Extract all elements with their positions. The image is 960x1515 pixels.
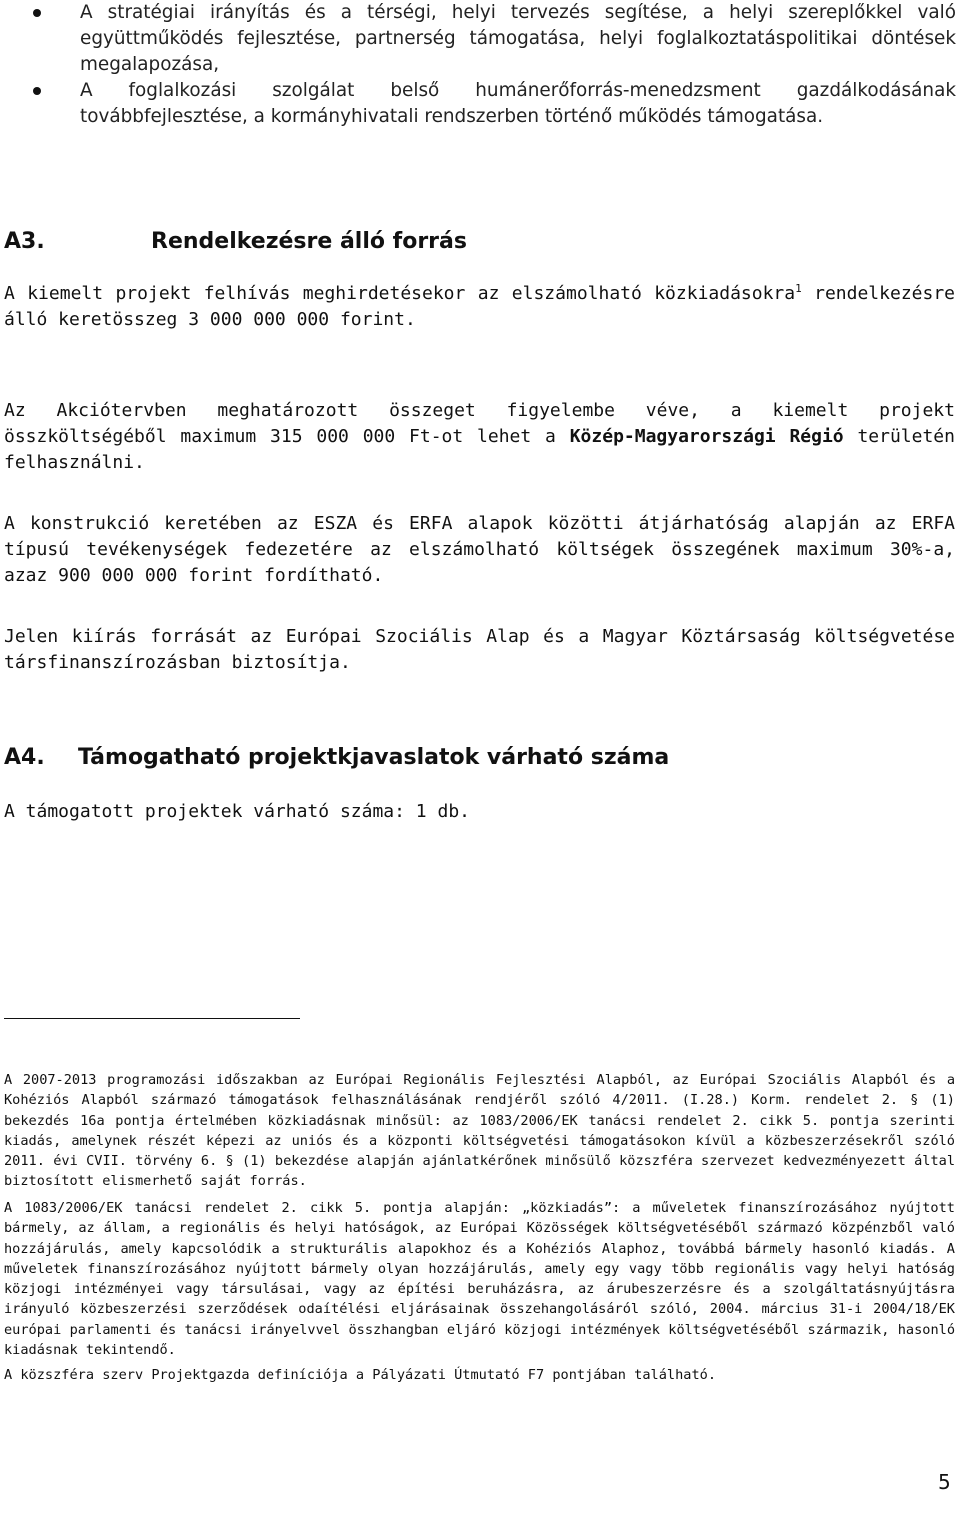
section-number: A4. [4, 745, 45, 770]
paragraph: A konstrukció keretében az ESZA és ERFA alapok közötti átjárhatóság alapján az ERFA típusú tevékenységek fedezetére az elszámolható költségek összegének maximum 30%-a, azaz 900 000 000 forint fordítható. [4, 513, 955, 586]
section-a4-heading [4, 744, 670, 772]
section-number: A3. [4, 229, 45, 254]
bullet-icon [33, 87, 41, 95]
bullet-text: A foglalkozási szolgálat belső humánerőforrás-menedzsment gazdálkodásának továbbfejlesztése, a kormányhivatali rendszerben történő működés támogatása. [80, 80, 956, 127]
section-title: Támogatható projektkjavaslatok várható száma [78, 745, 670, 770]
footnote-text: A közszféra szerv Projektgazda definíciója a Pályázati Útmutató F7 pontjában található. [4, 1367, 717, 1383]
paragraph: Jelen kiírás forrását az Európai Szociális Alap és a Magyar Köztársaság költségvetése társfinanszírozásban biztosítja. [4, 626, 955, 673]
paragraph-text: A kiemelt projekt felhívás meghirdetésekor az elszámolható közkiadásokra [4, 283, 796, 304]
paragraph: A támogatott projektek várható száma: 1 db. [4, 801, 470, 822]
bullet-text: A stratégiai irányítás és a térségi, helyi tervezés segítése, a helyi szereplőkkel való együttműködés fejlesztése, partnerség támogatása, helyi foglalkoztatáspolitikai döntések megalapozása, [80, 2, 956, 75]
footnote-text: A 2007-2013 programozási időszakban az Európai Regionális Fejlesztési Alapból, az Európai Szociális Alapból és a Kohéziós Alapból származó támogatások felhasználásának rendjéről szóló 4/2011. (I.28.) Korm. rendelet 2. § (1) bekezdés 16a pontja értelmében közkiadásnak minősül: az 1083/2006/EK tanácsi rendelet 2. cikk 5. pontja szerinti kiadás, amelynek részét képezi az uniós és a központi költségvetési támogatásokon kívül a közbeszerzésekről szóló 2011. évi CVII. törvény 6. § (1) bekezdése alapján ajánlatkérőnek minősülő közszféra szervezet kedvezményezett által biztosított elismerhető saját forrás. [4, 1072, 955, 1190]
paragraph-text: területén felhasználni. [4, 426, 955, 473]
region-name: Közép-Magyarországi Régió [569, 426, 844, 447]
paragraph [4, 398, 955, 476]
footnote-text: A 1083/2006/EK tanácsi rendelet 2. cikk 5. pontja alapján: „közkiadás”: a műveletek finanszírozásához nyújtott bármely, az állam, a regionális és helyi hatóságok, az Európai Közösségek költségvetéséből származó közpénzből való hozzájárulás, amely kapcsolódik a strukturális alapokhoz és a Kohéziós Alaphoz, továbbá bármely hasonló kiadás. A műveletek finanszírozásához nyújtott bármely olyan hozzájárulás, amely egy vagy több regionális vagy helyi hatóság közjogi intézményei vagy társulásai, vagy az építési beruházásra, az árubeszerzésre és a szolgáltatásnyújtásra irányuló közbeszerzési szerződések odaítélési eljárásainak összehangolásáról szóló, 2004. március 31-i 2004/18/EK európai parlamenti és tanácsi irányelvvel összhangban eljáró közjogi intézmények költségvetéséből származik, hasonló kiadásnak tekintendő. [4, 1200, 955, 1359]
page-number: 5 [938, 1470, 951, 1494]
paragraph-text: rendelkezésre álló keretösszeg 3 000 000 000 forint. [4, 283, 955, 330]
section-title: Rendelkezésre álló forrás [151, 229, 467, 254]
paragraph [4, 281, 955, 333]
paragraph-text: Az Akciótervben meghatározott összeget figyelembe véve, a kiemelt projekt összköltségéből maximum 315 000 000 Ft-ot lehet a [4, 400, 955, 447]
footnote-marker: 1 [795, 282, 802, 295]
section-a3-heading [4, 228, 467, 256]
bullet-item [0, 0, 960, 78]
bullet-item [0, 78, 960, 130]
bullet-icon [33, 9, 41, 17]
bullet-list [0, 0, 960, 130]
footnote-divider [4, 1018, 300, 1019]
